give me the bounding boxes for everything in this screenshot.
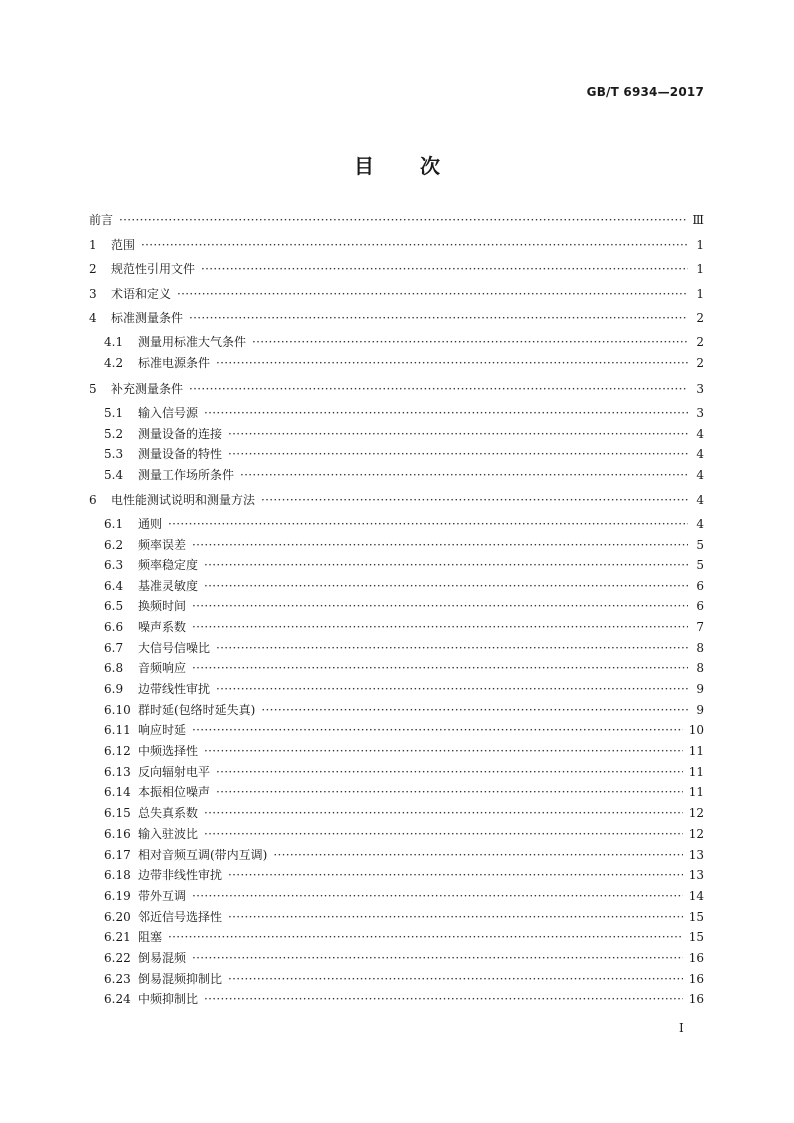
toc-entry-page: 11	[688, 743, 704, 758]
toc-entry[interactable]	[89, 972, 704, 986]
toc-entry-page: Ⅲ	[692, 213, 704, 227]
toc-entry[interactable]	[89, 558, 704, 572]
toc-leader-dots	[261, 703, 688, 717]
toc-entry-label: 频率误差	[138, 537, 187, 552]
toc-entry-page: 5	[696, 537, 704, 552]
toc-entry-number: 6.2	[104, 537, 124, 552]
toc-entry-label: 音频响应	[138, 661, 187, 675]
toc-entry-label: 前言	[89, 213, 114, 227]
toc-entry[interactable]	[89, 848, 704, 862]
toc-entry-number: 6.12	[104, 743, 131, 758]
toc-entry-page: 1	[696, 262, 704, 276]
toc-entry-page: 11	[688, 764, 704, 779]
toc-entry-number: 6	[89, 492, 97, 507]
toc-entry-label: 倒易混频	[138, 951, 187, 965]
toc-entry[interactable]	[89, 427, 704, 441]
toc-entry-label: 总失真系数	[138, 806, 199, 820]
toc-entry[interactable]	[89, 238, 704, 252]
toc-leader-dots	[192, 951, 683, 965]
toc-entry-label: 边带线性审扰	[138, 681, 211, 696]
toc-entry[interactable]	[89, 311, 704, 325]
toc-entry-number: 6.19	[104, 888, 131, 903]
toc-entry[interactable]	[89, 517, 704, 531]
toc-entry-label: 通则	[138, 517, 163, 531]
toc-entry-number: 5	[89, 381, 97, 396]
toc-entry-number: 2	[89, 262, 97, 276]
toc-entry-page: 6	[696, 599, 704, 613]
toc-entry-page: 11	[688, 785, 704, 799]
toc-entry-page: 12	[688, 806, 704, 820]
toc-entry[interactable]	[89, 806, 704, 820]
toc-entry[interactable]	[89, 620, 704, 634]
toc-entry-number: 6.24	[104, 992, 131, 1006]
toc-entry-page: 15	[688, 930, 704, 944]
page-title	[0, 150, 794, 179]
toc-entry[interactable]	[89, 493, 704, 507]
toc-entry-page: 4	[696, 492, 704, 507]
toc-leader-dots	[204, 827, 683, 841]
toc-entry-page: 9	[696, 702, 704, 717]
toc-leader-dots	[177, 287, 688, 301]
toc-entry-page: 4	[696, 426, 704, 441]
toc-leader-dots	[192, 661, 688, 675]
page-folio: Ⅰ	[679, 1021, 684, 1035]
toc-entry-page: 14	[688, 888, 704, 903]
toc-entry-label: 群时延(包络时延失真)	[138, 702, 256, 717]
toc-leader-dots	[192, 538, 688, 552]
toc-entry[interactable]	[89, 599, 704, 613]
toc-leader-dots	[273, 848, 682, 862]
toc-entry-number: 3	[89, 286, 97, 301]
toc-leader-dots	[204, 406, 688, 420]
toc-leader-dots	[204, 806, 683, 820]
toc-entry-number: 6.17	[104, 847, 131, 862]
toc-entry-label: 基准灵敏度	[138, 578, 199, 593]
title-char-1: 目	[354, 154, 374, 178]
toc-entry-number: 6.9	[104, 681, 124, 696]
toc-entry[interactable]	[89, 262, 704, 276]
toc-entry-label: 术语和定义	[111, 286, 172, 301]
toc-entry[interactable]	[89, 992, 704, 1006]
toc-entry-number: 4	[89, 311, 97, 325]
toc-leader-dots	[201, 262, 688, 276]
toc-leader-dots	[189, 382, 688, 396]
toc-entry[interactable]	[89, 682, 704, 696]
toc-entry-number: 6.10	[104, 702, 131, 717]
toc-entry[interactable]	[89, 468, 704, 482]
toc-leader-dots	[216, 765, 683, 779]
toc-entry[interactable]	[89, 910, 704, 924]
toc-entry-page: 15	[688, 909, 704, 924]
toc-entry-label: 测量工作场所条件	[138, 467, 235, 482]
toc-entry[interactable]	[89, 641, 704, 655]
toc-entry-label: 输入信号源	[138, 406, 199, 420]
toc-entry-number: 6.8	[104, 661, 124, 675]
toc-entry-number: 4.1	[104, 335, 124, 349]
toc-entry-page: 13	[688, 868, 704, 882]
toc-entry-label: 标准电源条件	[138, 356, 211, 370]
toc-entry[interactable]	[89, 406, 704, 420]
toc-entry[interactable]	[89, 382, 704, 396]
toc-entry-number: 6.1	[104, 517, 124, 531]
toc-entry-page: 8	[696, 640, 704, 655]
toc-leader-dots	[192, 889, 683, 903]
toc-entry[interactable]	[89, 930, 704, 944]
toc-entry-page: 7	[696, 620, 704, 634]
toc-entry-label: 相对音频互调(带内互调)	[138, 847, 268, 862]
title-char-2: 次	[420, 154, 440, 178]
toc-entry-label: 测量用标准大气条件	[138, 335, 247, 349]
toc-entry[interactable]	[89, 889, 704, 903]
toc-entry[interactable]	[89, 785, 704, 799]
toc-entry-label: 邻近信号选择性	[138, 909, 223, 924]
toc-entry[interactable]	[89, 827, 704, 841]
toc-entry-number: 1	[89, 237, 97, 252]
toc-entry[interactable]	[89, 538, 704, 552]
toc-entry-number: 6.7	[104, 640, 124, 655]
toc-entry[interactable]	[89, 661, 704, 675]
toc-entry-label: 边带非线性审扰	[138, 868, 223, 882]
toc-entry-number: 6.14	[104, 785, 131, 799]
toc-leader-dots	[168, 930, 683, 944]
toc-leader-dots	[119, 213, 686, 227]
toc-entry-page: 12	[688, 826, 704, 841]
toc-leader-dots	[192, 620, 688, 634]
toc-entry-page: 6	[696, 578, 704, 593]
toc-entry-number: 6.15	[104, 806, 131, 820]
toc-entry-page: 4	[696, 517, 704, 531]
toc-entry-page: 16	[688, 992, 704, 1006]
toc-entry[interactable]	[89, 213, 704, 227]
toc-entry-number: 6.16	[104, 826, 131, 841]
toc-entry-number: 6.5	[104, 599, 124, 613]
toc-entry-number: 6.11	[104, 723, 131, 737]
toc-entry-number: 6.23	[104, 971, 131, 986]
toc-leader-dots	[141, 238, 688, 252]
toc-entry-page: 8	[696, 661, 704, 675]
toc-entry[interactable]	[89, 765, 704, 779]
toc-entry-page: 9	[696, 681, 704, 696]
toc-entry-number: 6.13	[104, 764, 131, 779]
toc-entry[interactable]	[89, 447, 704, 461]
toc-entry-number: 5.4	[104, 467, 124, 482]
toc-entry-page: 2	[696, 311, 704, 325]
toc-leader-dots	[228, 427, 688, 441]
toc-entry-page: 5	[696, 558, 704, 572]
toc-entry-page: 16	[688, 971, 704, 986]
toc-entry-label: 电性能测试说明和测量方法	[111, 492, 256, 507]
toc-entry-label: 范围	[111, 237, 136, 252]
standard-code: GB/T 6934—2017	[586, 85, 704, 99]
toc-entry-page: 16	[688, 951, 704, 965]
toc-leader-dots	[216, 356, 688, 370]
toc-entry-label: 测量设备的连接	[138, 426, 223, 441]
toc-entry[interactable]	[89, 723, 704, 737]
toc-entry-label: 噪声系数	[138, 620, 187, 634]
toc-entry-page: 13	[688, 847, 704, 862]
toc-entry-label: 倒易混频抑制比	[138, 971, 223, 986]
toc-entry-number: 6.6	[104, 620, 124, 634]
toc-entry-label: 阻塞	[138, 930, 163, 944]
toc-entry[interactable]	[89, 868, 704, 882]
toc-leader-dots	[261, 493, 688, 507]
toc-leader-dots	[204, 744, 683, 758]
toc-leader-dots	[189, 311, 688, 325]
toc-leader-dots	[216, 682, 688, 696]
toc-leader-dots	[228, 447, 688, 461]
toc-entry-page: 3	[696, 406, 704, 420]
toc-entry-label: 反向辐射电平	[138, 764, 211, 779]
toc-entry-number: 6.21	[104, 930, 131, 944]
toc-entry-page: 2	[696, 335, 704, 349]
toc-entry-number: 6.4	[104, 578, 124, 593]
toc-entry-label: 换频时间	[138, 599, 187, 613]
toc-leader-dots	[204, 992, 683, 1006]
toc-entry-label: 中频抑制比	[138, 992, 199, 1006]
toc-entry-page: 3	[696, 381, 704, 396]
toc-leader-dots	[216, 641, 688, 655]
toc-leader-dots	[252, 335, 688, 349]
toc-entry-number: 4.2	[104, 356, 124, 370]
toc-entry-page: 1	[696, 286, 704, 301]
toc-entry-number: 5.3	[104, 447, 124, 461]
toc-leader-dots	[204, 579, 688, 593]
toc-entry-label: 大信号信噪比	[138, 640, 211, 655]
toc-entry-label: 带外互调	[138, 888, 187, 903]
toc-entry-page: 4	[696, 467, 704, 482]
toc-entry-label: 输入驻波比	[138, 826, 199, 841]
toc-entry-label: 本振相位噪声	[138, 785, 211, 799]
toc-entry-label: 响应时延	[138, 723, 187, 737]
toc-entry[interactable]	[89, 744, 704, 758]
toc-entry-label: 规范性引用文件	[111, 262, 196, 276]
toc-entry-number: 6.22	[104, 951, 131, 965]
toc-entry-label: 频率稳定度	[138, 558, 199, 572]
toc-entry-label: 测量设备的特性	[138, 447, 223, 461]
toc-entry[interactable]	[89, 287, 704, 301]
toc-entry[interactable]	[89, 579, 704, 593]
toc-leader-dots	[228, 910, 683, 924]
toc-leader-dots	[168, 517, 688, 531]
toc-leader-dots	[228, 868, 683, 882]
toc-leader-dots	[204, 558, 688, 572]
toc-leader-dots	[192, 723, 683, 737]
toc-entry-label: 中频选择性	[138, 743, 199, 758]
toc-entry-number: 6.3	[104, 558, 124, 572]
toc-entry[interactable]	[89, 951, 704, 965]
toc-entry-label: 补充测量条件	[111, 381, 184, 396]
toc-entry-number: 5.2	[104, 426, 124, 441]
toc-entry-number: 6.20	[104, 909, 131, 924]
toc-leader-dots	[228, 972, 683, 986]
toc-entry[interactable]	[89, 703, 704, 717]
toc-leader-dots	[216, 785, 683, 799]
toc-entry-page: 2	[696, 356, 704, 370]
toc-entry-page: 10	[688, 723, 704, 737]
toc-entry-page: 1	[696, 237, 704, 252]
toc-entry-number: 6.18	[104, 868, 131, 882]
toc-entry[interactable]	[89, 335, 704, 349]
toc-leader-dots	[240, 468, 688, 482]
toc-leader-dots	[192, 599, 688, 613]
toc-entry[interactable]	[89, 356, 704, 370]
toc-entry-label: 标准测量条件	[111, 311, 184, 325]
toc-entry-number: 5.1	[104, 406, 124, 420]
toc-entry-page: 4	[696, 447, 704, 461]
